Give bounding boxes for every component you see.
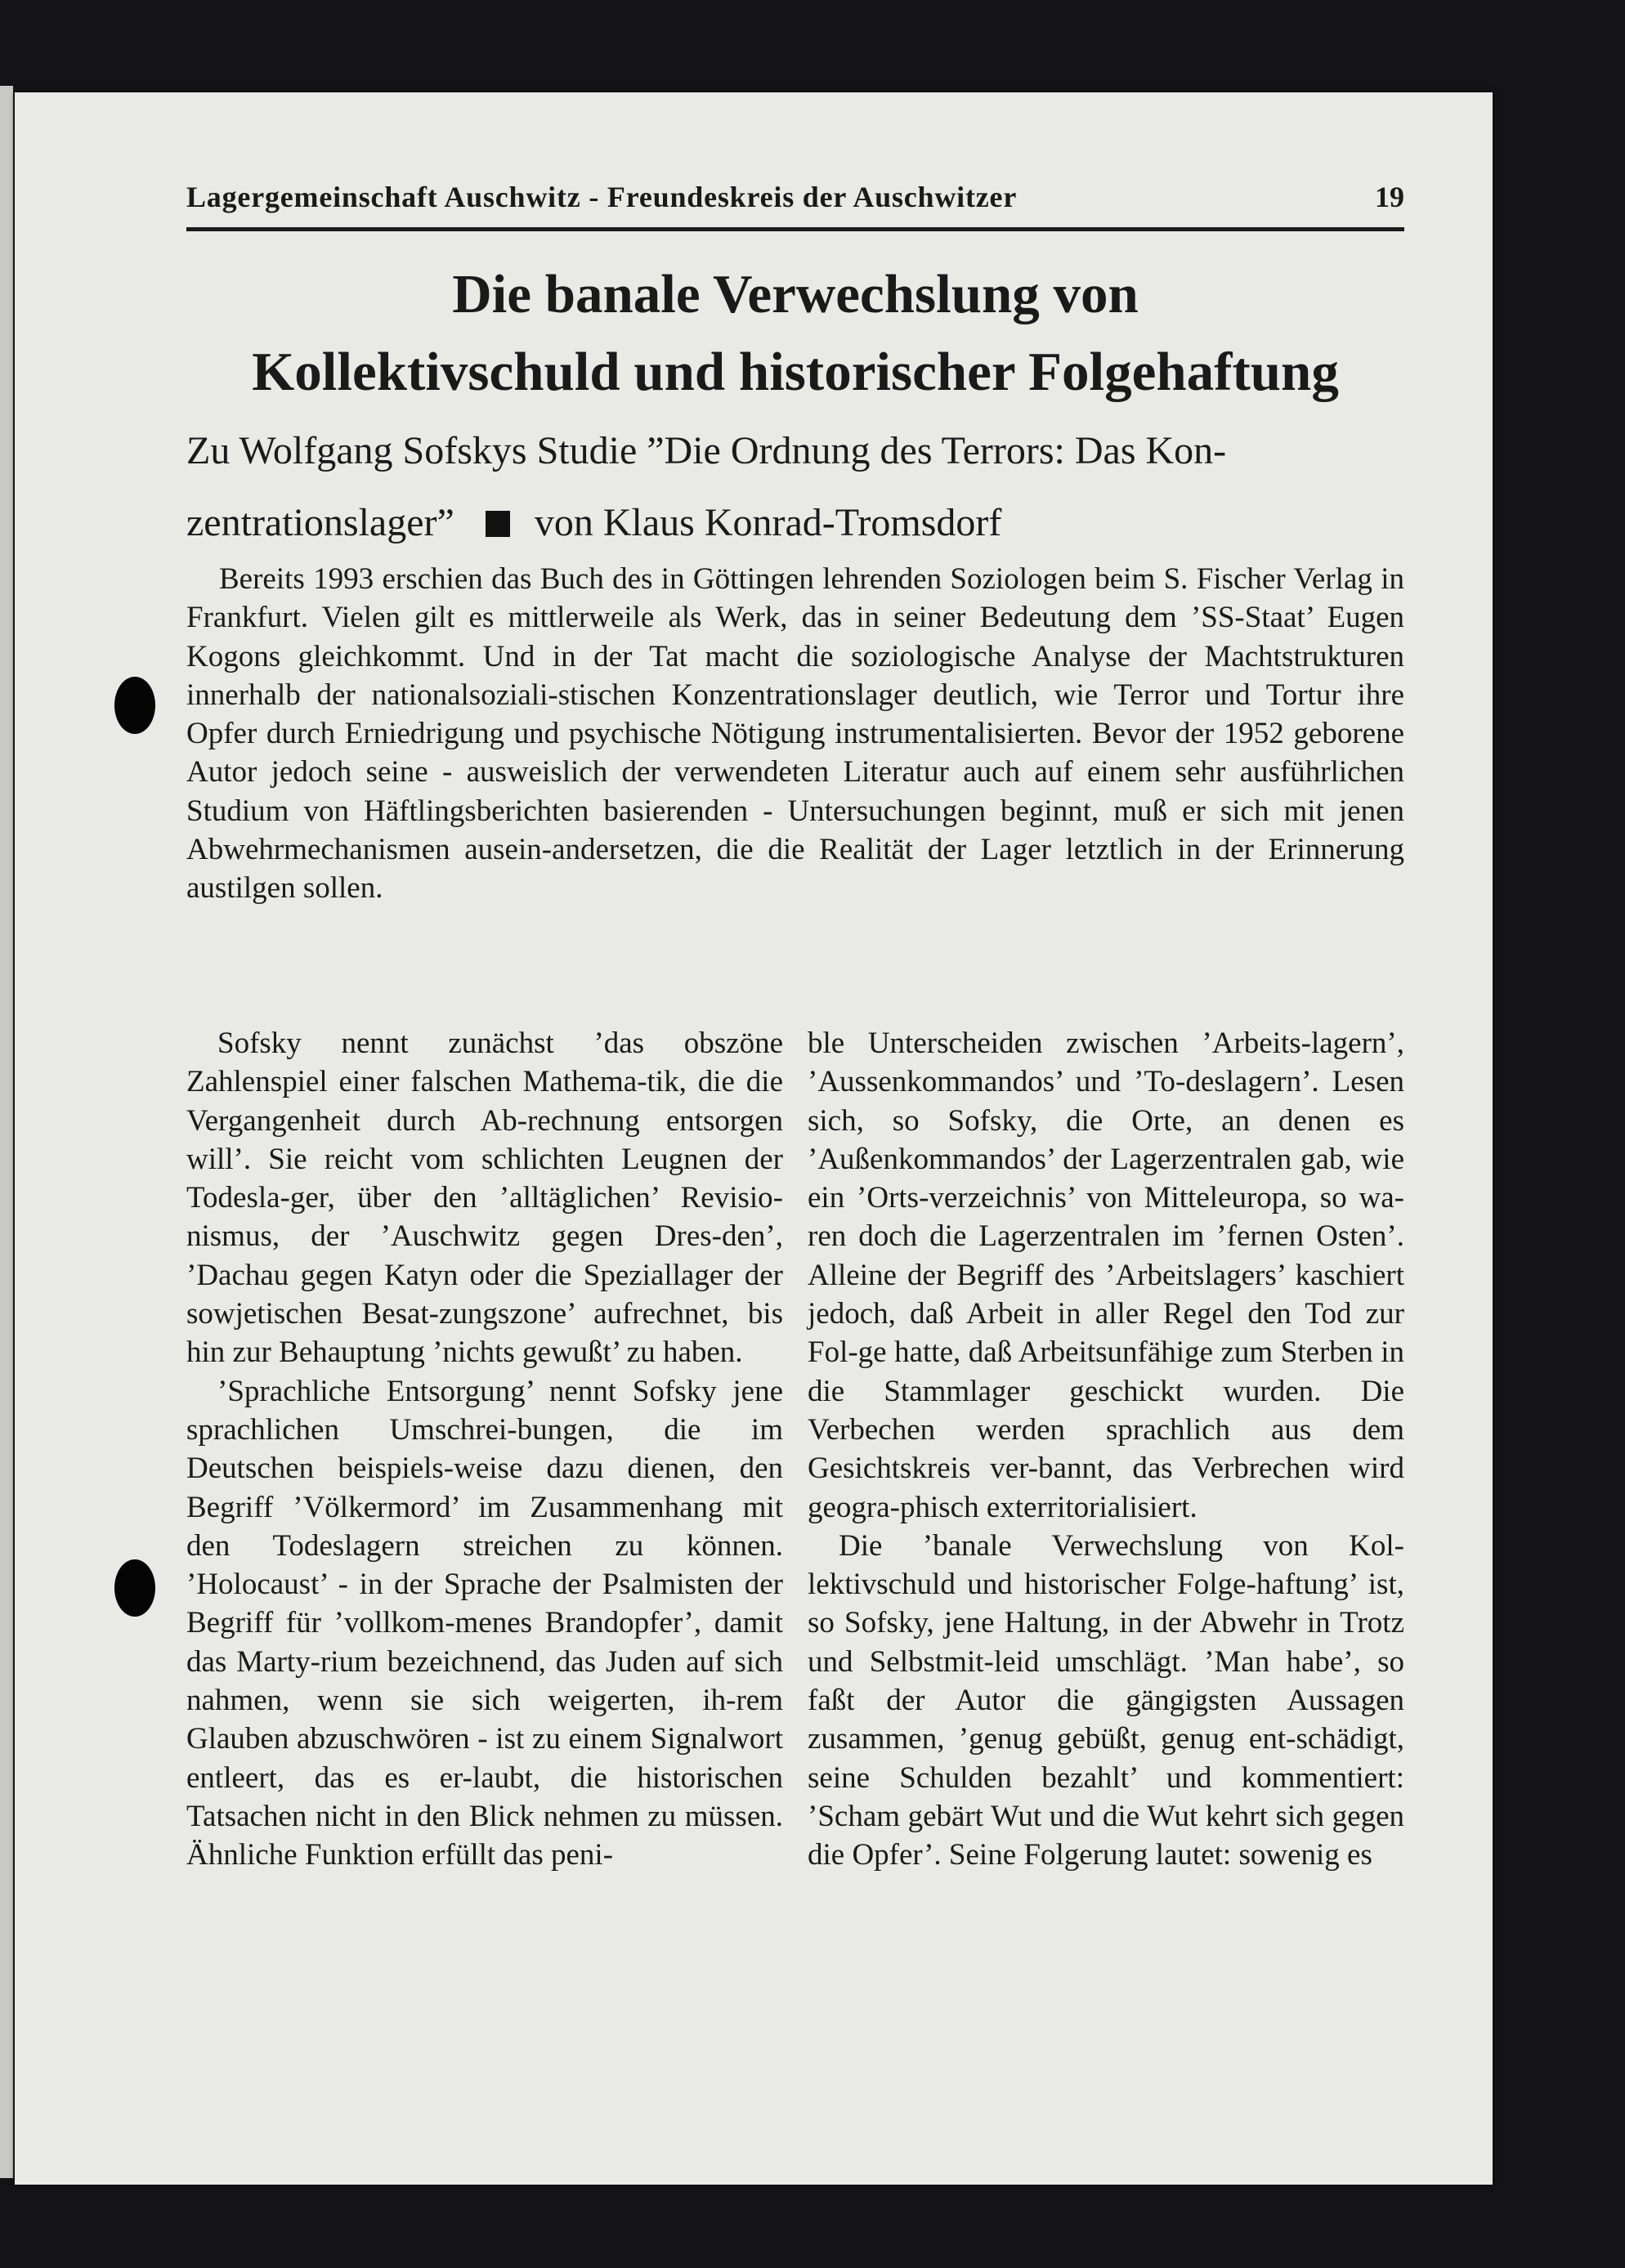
punch-hole	[114, 677, 155, 734]
left-column	[186, 1024, 783, 1875]
body-paragraph: ble Unterscheiden zwischen ’Arbeits-lagern’, ’Aussenkommandos’ und ’To-deslagern’. Lesen sich, so Sofsky, die Orte, an denen es ’Außenkommandos’ der Lagerzentralen gab, wie ein ’Orts-verzeichnis’ von Mitteleuropa, so wa-ren doch die Lagerzentralen im ’fernen Osten’. Alleine der Begriff des ’Arbeitslagers’ kaschiert jedoch, daß Arbeit in aller Regel den Tod zur Fol-ge hatte, daß Arbeitsunfähige zum Sterben in die Stammlager geschickt wurden. Die Verbechen werden sprachlich aus dem Gesichtskreis ver-bannt, das Verbrechen wird geogra-phisch exterritorialisiert.	[808, 1027, 1404, 1524]
author-byline: von Klaus Konrad-Tromsdorf	[534, 501, 1002, 544]
article-title-line-1: Die banale Verwechslung von	[452, 264, 1139, 324]
right-column	[808, 1024, 1404, 1875]
document-page	[15, 92, 1493, 2185]
article-subtitle	[186, 415, 1404, 559]
adjacent-page-edge	[0, 86, 13, 2178]
body-paragraph: ’Sprachliche Entsorgung’ nennt Sofsky jene sprachlichen Umschrei-bungen, die im Deutschen beispiels-weise dazu dienen, den Begriff ’Völkermord’ im Zusammenhang mit den Todeslagern streichen zu können. ’Holocaust’ - in der Sprache der Psalmisten der Begriff für ’vollkom-menes Brandopfer’, damit das Marty-rium bezeichnend, das Juden auf sich nahmen, wenn sie sich weigerten, ih-rem Glauben abzuschwören - ist zu einem Signalwort entleert, das es er-laubt, die historischen Tatsachen nicht in den Blick nehmen zu müssen. Ähnliche Funktion erfüllt das peni-	[186, 1374, 783, 1872]
body-paragraph: Die ’banale Verwechslung von Kol-lektivschuld und historischer Folge-haftung’ ist, so Sofsky, jene Haltung, in der Abwehr in Trotz und Selbstmit-leid umschlägt. ’Man habe’, so faßt der Autor die gängigsten Aussagen zusammen, ’genug gebüßt, genug ent-schädigt, seine Schulden bezahlt’ und kommentiert: ’Scham gebärt Wut und die Wut kehrt sich gegen die Opfer’. Seine Folgerung lautet: sowenig es	[808, 1528, 1404, 1872]
subtitle-line-2a: zentrationslager”	[186, 501, 454, 544]
square-bullet-icon	[486, 511, 510, 537]
running-header	[186, 170, 1404, 231]
subtitle-line-1: Zu Wolfgang Sofskys Studie ”Die Ordnung des Terrors: Das Kon-	[186, 429, 1227, 472]
page-number: 19	[1375, 181, 1404, 213]
running-title: Lagergemeinschaft Auschwitz - Freundeskreis der Auschwitzer	[186, 181, 1018, 213]
article-title-line-2: Kollektivschuld und historischer Folgehaftung	[252, 342, 1339, 402]
punch-hole	[114, 1559, 155, 1617]
body-paragraph: Sofsky nennt zunächst ’das obszöne Zahlenspiel einer falschen Mathema-tik, die die Vergangenheit durch Ab-rechnung entsorgen will’. Sie reicht vom schlichten Leugnen der Todesla-ger, über den ’alltäglichen’ Revisio-nismus, der ’Auschwitz gegen Dres-den’, ’Dachau gegen Katyn oder die Speziallager der sowjetischen Besat-zungszone’ aufrechnet, bis hin zur Behauptung ’nichts gewußt’ zu haben.	[186, 1027, 783, 1370]
intro-paragraph: Bereits 1993 erschien das Buch des in Göttingen lehrenden Soziologen beim S. Fischer Verlag in Frankfurt. Vielen gilt es mittlerweile als Werk, das in seiner Bedeutung dem ’SS-Staat’ Eugen Kogons gleichkommt. Und in der Tat macht die soziologische Analyse der Machtstrukturen innerhalb der nationalsoziali-stischen Konzentrationslager deutlich, wie Terror und Tortur ihre Opfer durch Erniedrigung und psychische Nötigung instrumentalisierten. Bevor der 1952 geborene Autor jedoch seine - ausweislich der verwendeten Literatur auch auf einem sehr ausführlichen Studium von Häftlingsberichten basierenden - Untersuchungen beginnt, muß er sich mit jenen Abwehrmechanismen ausein-andersetzen, die die Realität der Lager letztlich in der Erinnerung austilgen sollen.	[186, 562, 1404, 906]
article-title	[170, 256, 1421, 411]
